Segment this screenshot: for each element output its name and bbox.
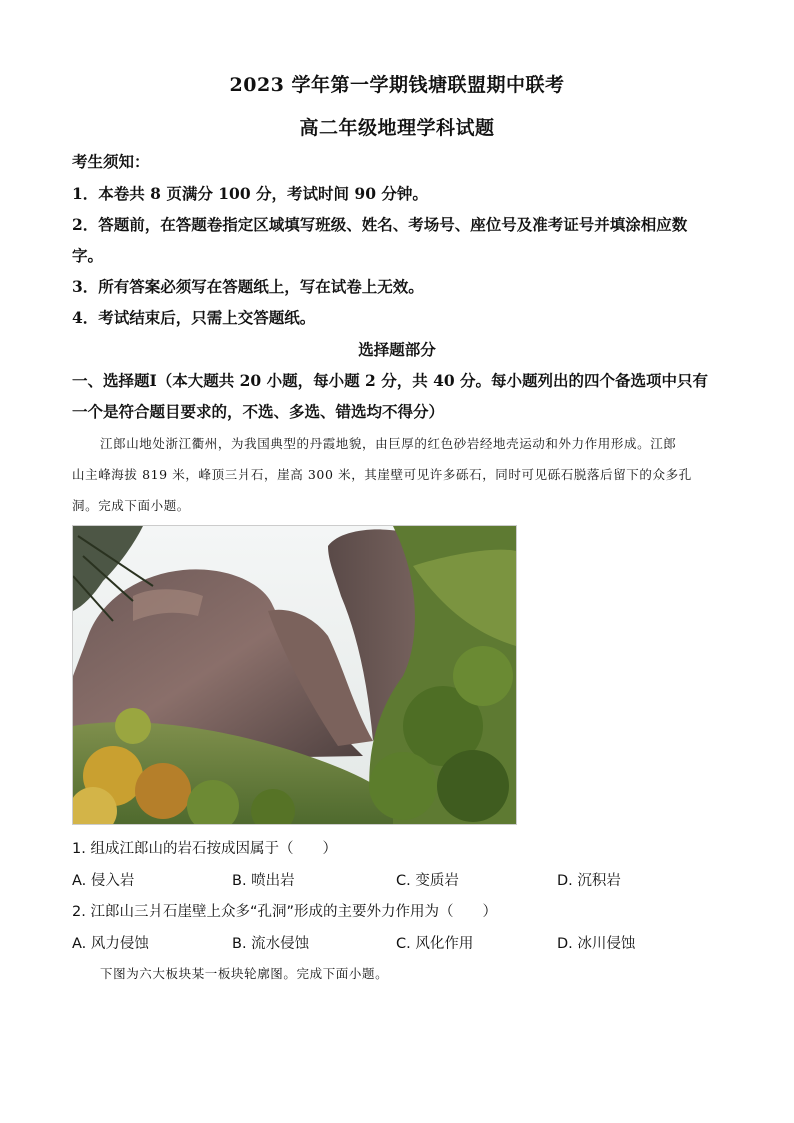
next-passage: 下图为六大板块某一板块轮廓图。完成下面小题。 bbox=[100, 966, 389, 981]
notice-item-3: 3．所有答案必须写在答题纸上，写在试卷上无效。 bbox=[72, 277, 424, 296]
notice-heading: 考生须知： bbox=[72, 152, 150, 171]
question-1-option-c[interactable]: C. 变质岩 bbox=[396, 873, 459, 889]
question-2-option-a[interactable]: A. 风力侵蚀 bbox=[72, 936, 149, 952]
passage-line-2: 山主峰海拔 819 米，峰顶三爿石，崖高 300 米，其崖壁可见许多砾石，同时可见砾石脱落后留下的众多孔 bbox=[72, 467, 692, 482]
jianglang-mountain-photo bbox=[72, 525, 517, 825]
notice-item-2-cont: 字。 bbox=[72, 246, 104, 265]
section-intro-2: 一个是符合题目要求的，不选、多选、错选均不得分） bbox=[72, 402, 445, 421]
question-2-option-d[interactable]: D. 冰川侵蚀 bbox=[557, 936, 636, 952]
passage-line-1: 江郎山地处浙江衢州，为我国典型的丹霞地貌，由巨厚的红色砂岩经地壳运动和外力作用形成。江郎 bbox=[100, 436, 677, 451]
notice-item-4: 4．考试结束后，只需上交答题纸。 bbox=[72, 308, 316, 327]
question-1-option-d[interactable]: D. 沉积岩 bbox=[557, 873, 621, 889]
notice-item-1: 1．本卷共 8 页满分 100 分，考试时间 90 分钟。 bbox=[72, 184, 428, 203]
question-2-stem: 2. 江郎山三爿石崖壁上众多“孔洞”形成的主要外力作用为（ ） bbox=[72, 904, 497, 920]
question-2-option-c[interactable]: C. 风化作用 bbox=[396, 936, 474, 952]
question-1-stem: 1. 组成江郎山的岩石按成因属于（ ） bbox=[72, 841, 337, 857]
section-title: 选择题部分 bbox=[358, 340, 436, 359]
question-2-option-b[interactable]: B. 流水侵蚀 bbox=[232, 936, 310, 952]
question-1-option-b[interactable]: B. 喷出岩 bbox=[232, 873, 295, 889]
section-intro-1: 一、选择题Ⅰ（本大题共 20 小题，每小题 2 分，共 40 分。每小题列出的四个备选项中只有 bbox=[72, 371, 709, 390]
exam-title: 2023 学年第一学期钱塘联盟期中联考 bbox=[229, 74, 565, 96]
passage-line-3: 洞。完成下面小题。 bbox=[72, 498, 190, 513]
exam-subtitle: 高二年级地理学科试题 bbox=[299, 117, 495, 139]
notice-item-2: 2．答题前，在答题卷指定区域填写班级、姓名、考场号、座位号及准考证号并填涂相应数 bbox=[72, 215, 688, 234]
question-1-option-a[interactable]: A. 侵入岩 bbox=[72, 873, 135, 889]
